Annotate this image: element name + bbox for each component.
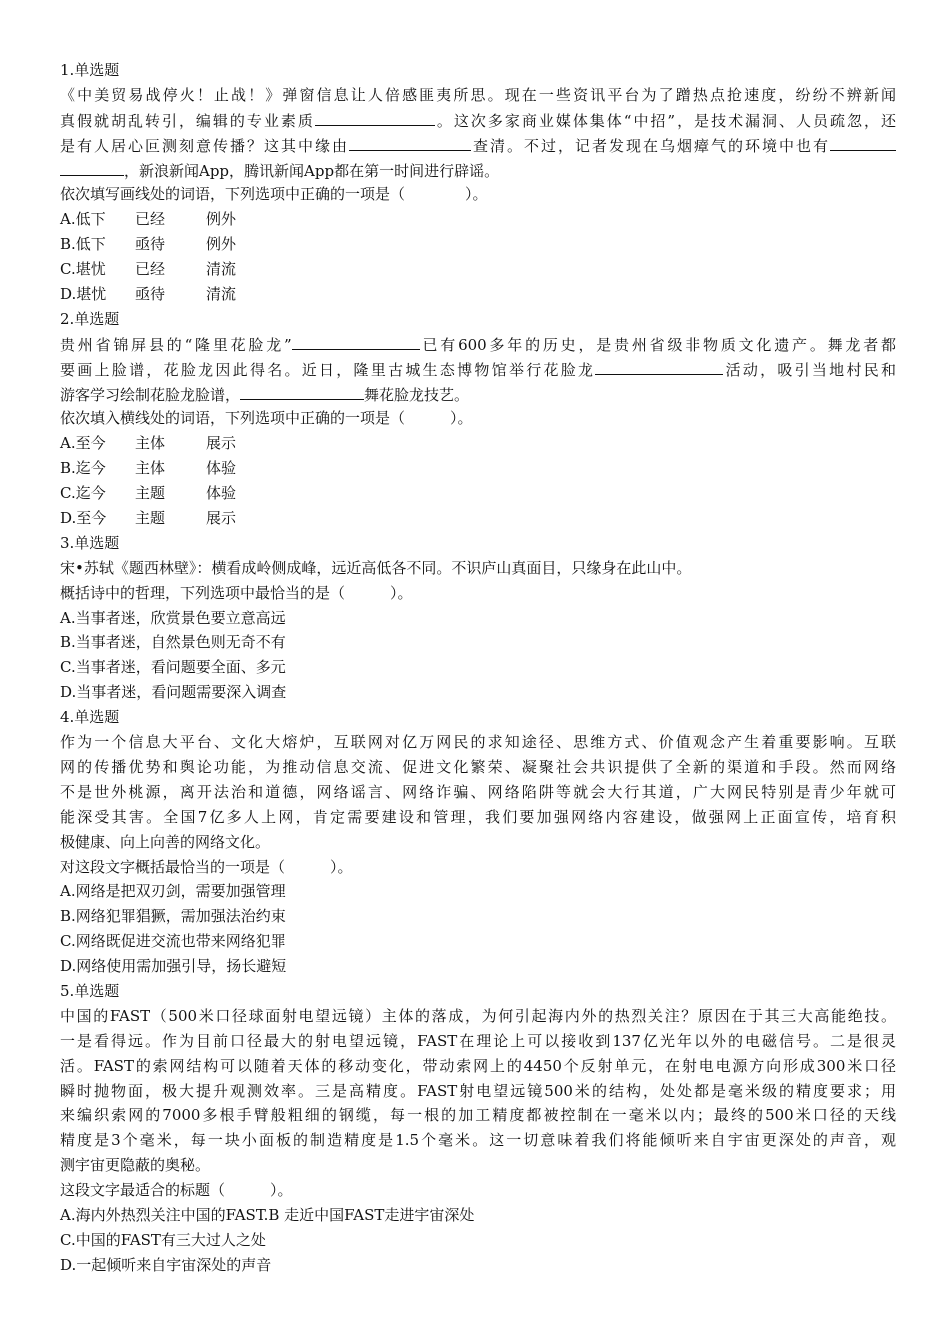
question-2-passage-line: 要画上脸谱，花脸龙因此得名。近日，隆里古城生态博物馆举行花脸龙 活动，吸引当地村民和 [60, 357, 896, 382]
option-c[interactable]: C.迄今 主题 体验 [60, 484, 237, 503]
option-a[interactable]: A.低下 已经 例外 [60, 210, 237, 229]
question-5 [60, 979, 896, 1278]
question-1-passage-line: 是有人居心叵测刻意传播？这其中缘由 查清。不过，记者发现在乌烟瘴气的环境中也有 [60, 133, 896, 158]
question-1 [60, 58, 896, 307]
question-5-passage-line: 一是看得远。作为目前口径最大的射电望远镜，FAST在理论上可以接收到137亿光年以外的电磁信号。二是很灵 [60, 1031, 896, 1050]
option-c[interactable]: C.当事者迷，看问题要全面、多元 [60, 658, 286, 677]
question-2-passage-line: 贵州省锦屏县的“隆里花脸龙” 已有600多年的历史，是贵州省级非物质文化遗产。舞龙者都 [60, 332, 896, 357]
question-4-header: 4.单选题 [60, 708, 120, 727]
option-c[interactable]: C.网络既促进交流也带来网络犯罪 [60, 932, 286, 951]
option-a[interactable]: A.当事者迷，欣赏景色要立意高远 [60, 608, 286, 627]
fill-blank[interactable] [240, 382, 364, 400]
question-3-passage: 宋•苏轼《题西林壁》：横看成岭侧成峰，远近高低各不同。不识庐山真面目，只缘身在此山中。 [60, 558, 692, 577]
question-5-passage-line: 测宇宙更隐蔽的奥秘。 [60, 1156, 211, 1175]
question-5-passage-line: 来编织索网的7000多根手臂般粗细的钢缆，每一根的加工精度都被控制在一毫米以内；最终的500米口径的天线 [60, 1106, 896, 1125]
question-5-passage-line: 精度是3个毫米，每一块小面板的制造精度是1.5个毫米。这一切意味着我们将能倾听来自宇宙更深处的声音，观 [60, 1131, 896, 1150]
option-a-b[interactable]: A.海内外热烈关注中国的FAST.B 走近中国FAST走进宇宙深处 [60, 1205, 475, 1224]
question-sheet [60, 58, 896, 1278]
question-1-header: 1.单选题 [60, 61, 120, 79]
question-5-passage-line: 瞬时抛物面，极大提升观测效率。三是高精度。FAST射电望远镜500米的结构，处处都是毫米级的精度要求；用 [60, 1081, 896, 1100]
question-1-passage-line: 真假就胡乱转引，编辑的专业素质 。这次多家商业媒体集体“中招”，是技术漏洞、人员疏忽，还 [60, 108, 896, 133]
question-4-passage-line: 作为一个信息大平台、文化大熔炉，互联网对亿万网民的求知途径、思维方式、价值观念产生着重要影响。互联 [60, 733, 896, 752]
question-4 [60, 705, 896, 979]
question-4-passage-line: 能深受其害。全国7亿多人上网，肯定需要建设和管理，我们要加强网络内容建设，做强网上正面宣传，培育积 [60, 807, 896, 826]
fill-blank[interactable] [315, 108, 435, 126]
question-2-passage-line: 游客学习绘制花脸龙脸谱， 舞花脸龙技艺。 [60, 382, 896, 407]
question-4-passage-line: 极健康、向上向善的网络文化。 [60, 832, 271, 851]
option-b[interactable]: B.网络犯罪猖獗，需加强法治约束 [60, 907, 286, 926]
question-3-header: 3.单选题 [60, 533, 120, 552]
question-5-header: 5.单选题 [60, 981, 120, 1000]
fill-blank[interactable] [349, 133, 471, 151]
fill-blank[interactable] [60, 158, 124, 176]
question-2-header: 2.单选题 [60, 309, 120, 328]
option-d[interactable]: D.当事者迷，看问题需要深入调查 [60, 683, 287, 702]
question-4-passage-line: 网的传播优势和舆论功能，为推动信息交流、促进文化繁荣、凝聚社会共识提供了全新的渠道和手段。然而网络 [60, 757, 896, 776]
question-5-prompt: 这段文字最适合的标题（ ）。 [60, 1181, 293, 1200]
fill-blank[interactable] [595, 357, 723, 375]
question-3-prompt: 概括诗中的哲理，下列选项中最恰当的是（ ）。 [60, 583, 413, 602]
option-b[interactable]: B.迄今 主体 体验 [60, 459, 237, 478]
question-5-passage-line: 中国的FAST（500米口径球面射电望远镜）主体的落成，为何引起海内外的热烈关注？原因在于其三大高能绝技。 [60, 1006, 896, 1025]
question-3 [60, 531, 896, 705]
question-1-passage-line: 《中美贸易战停火！止战！》弹窗信息让人倍感匪夷所思。现在一些资讯平台为了蹭热点抢速度，纷纷不辨新闻 [60, 85, 896, 104]
option-a[interactable]: A.至今 主体 展示 [60, 434, 237, 453]
fill-blank[interactable] [292, 332, 420, 350]
option-d[interactable]: D.至今 主题 展示 [60, 509, 237, 528]
question-1-prompt: 依次填写画线处的词语，下列选项中正确的一项是（ ）。 [60, 185, 488, 204]
question-4-prompt: 对这段文字概括最恰当的一项是（ ）。 [60, 857, 353, 876]
question-2-prompt: 依次填入横线处的词语，下列选项中正确的一项是（ ）。 [60, 409, 473, 428]
option-d[interactable]: D.网络使用需加强引导，扬长避短 [60, 957, 287, 976]
option-b[interactable]: B.当事者迷，自然景色则无奇不有 [60, 633, 286, 652]
option-c[interactable]: C.中国的FAST有三大过人之处 [60, 1230, 266, 1249]
question-4-passage-line: 不是世外桃源，离开法治和道德，网络谣言、网络诈骗、网络陷阱等就会大行其道，广大网民特别是青少年就可 [60, 782, 896, 801]
option-d[interactable]: D.一起倾听来自宇宙深处的声音 [60, 1255, 272, 1274]
question-1-passage-line: ，新浪新闻App，腾讯新闻App都在第一时间进行辟谣。 [60, 158, 896, 183]
question-2 [60, 307, 896, 531]
fill-blank[interactable] [830, 133, 896, 151]
question-5-passage-line: 活。FAST的索网结构可以随着天体的移动变化，带动索网上的4450个反射单元，在射电电源方向形成300米口径 [60, 1056, 896, 1075]
option-a[interactable]: A.网络是把双刃剑，需要加强管理 [60, 882, 286, 901]
option-c[interactable]: C.堪忧 已经 清流 [60, 260, 237, 279]
option-d[interactable]: D.堪忧 亟待 清流 [60, 285, 237, 304]
option-b[interactable]: B.低下 亟待 例外 [60, 235, 237, 254]
